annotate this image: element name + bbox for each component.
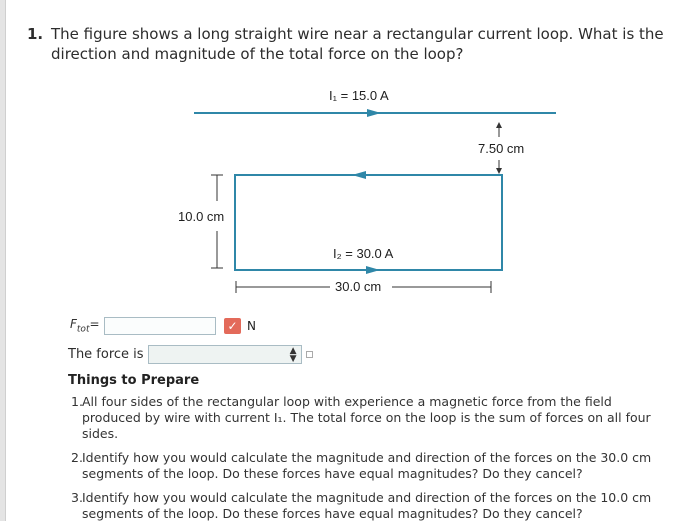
unit-label: N [247,319,256,333]
loop-top-arrow [352,171,366,179]
height-label: 10.0 cm [178,209,225,224]
prepare-title: Things to Prepare [68,373,200,388]
ftot-symbol: F [70,317,77,332]
prepare-list [68,394,668,530]
ftot-row [70,316,256,336]
loop-bottom-arrow [366,266,380,274]
list-item-number: 3. [71,490,83,505]
list-item [68,450,668,482]
question-number: 1. [27,25,44,43]
list-item-number: 1. [71,394,83,409]
force-row [68,344,313,364]
list-item [68,394,668,442]
ftot-label [70,317,104,334]
wire-current-arrow [367,109,381,117]
width-label: 30.0 cm [335,279,382,294]
list-item-text: All four sides of the rectangular loop with experience a magnetic force from the field produced by wire with current I₁. The total force on the loop is the sum of forces on all four sides. [82,394,651,441]
ftot-input[interactable] [104,317,216,335]
small-box-icon [306,351,313,358]
check-icon: ✓ [224,318,241,334]
ftot-subscript: tot [76,324,90,335]
question-text: The figure shows a long straight wire near a rectangular current loop. What is the direction and magnitude of the total force on the loop? [51,25,664,63]
force-direction-select[interactable] [148,345,302,364]
gap-arrow-down-icon [496,168,502,174]
up-down-chevron-icon: ▲ ▼ [289,345,297,364]
gap-label: 7.50 cm [478,141,525,156]
i2-label: I₂ = 30.0 A [333,246,394,261]
force-label: The force is [68,346,144,362]
ftot-equals: = [89,317,100,332]
list-item-text: Identify how you would calculate the magnitude and direction of the forces on the 30.0 cm segments of the loop. Do these forces have equal magnitudes? Do they cancel? [82,450,652,481]
list-item-text: Identify how you would calculate the magnitude and direction of the forces on the 10.0 cm segments of the loop. Do these forces have equal magnitudes? Do they cancel? [82,490,652,521]
list-item [68,490,668,522]
force-select-value [149,350,153,364]
gap-arrow-up-icon [496,122,502,128]
list-item-number: 2. [71,450,83,465]
i1-label: I₁ = 15.0 A [329,88,389,103]
